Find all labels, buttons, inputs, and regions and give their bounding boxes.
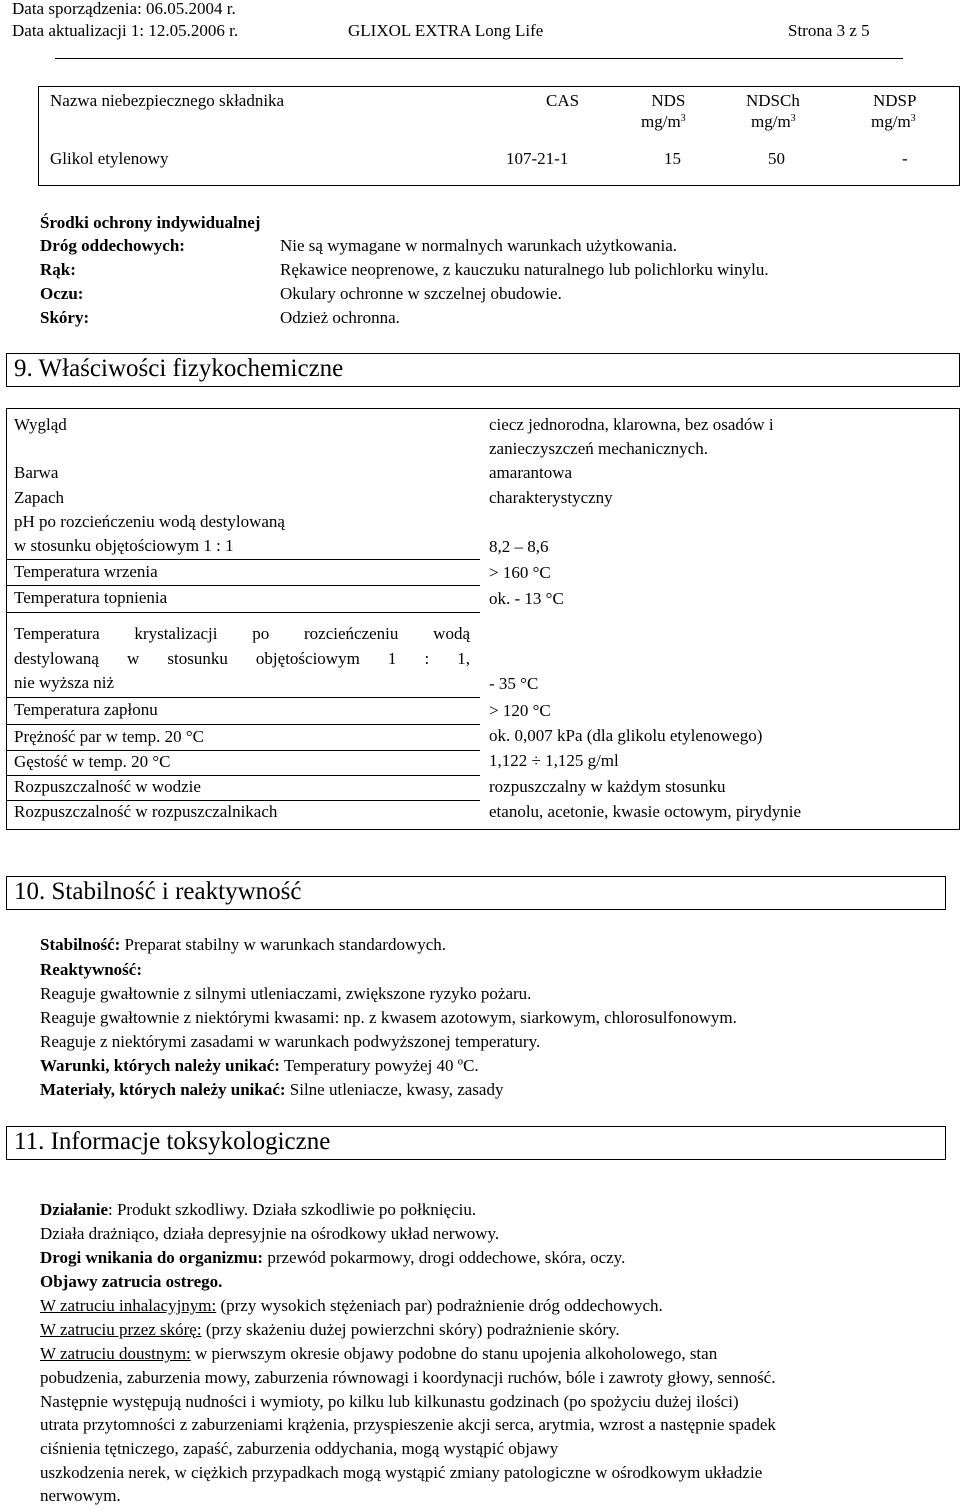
hazard-col-cas: CAS bbox=[546, 91, 580, 110]
prop-ph-label: pH po rozcieńczeniu wodą destylowaną bbox=[14, 512, 285, 531]
prop-density-label: Gęstość w temp. 20 °C bbox=[14, 752, 171, 771]
hazard-col-nds-label: NDS bbox=[651, 91, 686, 110]
prop-odor-label: Zapach bbox=[14, 488, 65, 507]
reactivity-line: Reaguje gwałtownie z niektórymi kwasami: np. z kwasem azotowym, siarkowym, chlorosulfonowym. bbox=[40, 1008, 737, 1027]
header-created-date: Data sporządzenia: 06.05.2004 r. bbox=[12, 0, 236, 18]
ppe-value-eyes: Okulary ochronne w szczelnej obudowie. bbox=[280, 284, 562, 303]
tox-action bbox=[40, 1200, 476, 1220]
prop-crystallization-label-end: nie wyższa niż bbox=[14, 673, 115, 692]
materials-to-avoid bbox=[40, 1080, 503, 1100]
prop-density-value: 1,122 ÷ 1,125 g/ml bbox=[489, 751, 619, 770]
prop-water-solubility-label: Rozpuszczalność w wodzie bbox=[14, 777, 201, 796]
prop-vapor-label: Prężność par w temp. 20 °C bbox=[14, 727, 204, 746]
tox-oral-value: w pierwszym okresie objawy podobne do stanu upojenia alkoholowego, stan bbox=[190, 1344, 718, 1363]
hazard-col-ndsp-label: NDSP bbox=[873, 91, 917, 110]
section10-title: 10. Stabilność i reaktywność bbox=[14, 878, 302, 905]
header-page-number: Strona 3 z 5 bbox=[788, 21, 870, 40]
stability-value: Preparat stabilny w warunkach standardowych. bbox=[120, 935, 447, 954]
tox-oral-line: pobudzenia, zaburzenia mowy, zaburzenia równowagi i koordynacji ruchów, bóle i zawroty głowy, senność. bbox=[40, 1368, 776, 1387]
prop-melting-label: Temperatura topnienia bbox=[14, 588, 168, 607]
prop-solvent-solubility-label: Rozpuszczalność w rozpuszczalnikach bbox=[14, 802, 278, 821]
prop-odor-value: charakterystyczny bbox=[489, 488, 613, 507]
prop-vapor-value: ok. 0,007 kPa (dla glikolu etylenowego) bbox=[489, 726, 763, 745]
hazard-col-nds-unit: $mg/m^3$ bbox=[641, 111, 686, 131]
hazard-row-name: Glikol etylenowy bbox=[50, 149, 169, 168]
prop-boiling-label: Temperatura wrzenia bbox=[14, 562, 158, 581]
prop-ph-label-cont: w stosunku objętościowym 1 : 1 bbox=[14, 536, 234, 555]
prop-divider bbox=[6, 724, 480, 725]
tox-line: Działa drażniąco, działa depresyjnie na ośrodkowy układ nerwowy. bbox=[40, 1224, 500, 1243]
hazard-col-ndsch bbox=[746, 91, 800, 130]
prop-divider bbox=[6, 697, 480, 698]
hazard-col-ndsp bbox=[871, 91, 916, 130]
header-updated-date: Data aktualizacji 1: 12.05.2006 r. bbox=[12, 21, 239, 40]
tox-oral-line: utrata przytomności z zaburzeniami krążenia, przyspieszenie akcji serca, arytmia, wzrost a następnie spadek bbox=[40, 1415, 776, 1434]
tox-inhalation-value: (przy wysokich stężeniach par) podrażnienie dróg oddechowych. bbox=[216, 1296, 663, 1315]
hazard-row-ndsp: - bbox=[902, 149, 908, 168]
tox-inhalation-label: W zatruciu inhalacyjnym: bbox=[40, 1296, 217, 1315]
ppe-title: Środki ochrony indywidualnej bbox=[40, 213, 261, 232]
prop-crystallization-label-cont: destylowaną w stosunku objętościowym 1 : 1, bbox=[14, 649, 470, 668]
tox-action-label: Działanie bbox=[40, 1200, 108, 1219]
section9-title: 9. Właściwości fizykochemiczne bbox=[14, 355, 344, 382]
section11-title: 11. Informacje toksykologiczne bbox=[14, 1128, 331, 1155]
tox-oral-line: Następnie występują nudności i wymioty, po kilku lub kilkunastu godzinach (po spożyciu dużej ilości) bbox=[40, 1392, 739, 1411]
prop-appearance-label: Wygląd bbox=[14, 415, 67, 434]
prop-divider bbox=[6, 585, 480, 586]
prop-flash-value: > 120 °C bbox=[489, 701, 551, 720]
prop-divider bbox=[6, 612, 480, 613]
tox-routes-value: przewód pokarmowy, drogi oddechowe, skóra, oczy. bbox=[263, 1248, 626, 1267]
hazard-row-nds: 15 bbox=[664, 149, 681, 168]
header-rule bbox=[55, 58, 903, 59]
hazard-col-ndsch-unit: $mg/m^3$ bbox=[751, 111, 796, 131]
prop-divider bbox=[6, 800, 480, 801]
materials-to-avoid-label: Materiały, których należy unikać: bbox=[40, 1080, 286, 1099]
tox-action-value: : Produkt szkodliwy. Działa szkodliwie po połknięciu. bbox=[108, 1200, 477, 1219]
prop-crystallization-value: - 35 °C bbox=[489, 674, 539, 693]
reactivity-label: Reaktywność: bbox=[40, 960, 142, 979]
prop-color-label: Barwa bbox=[14, 463, 59, 482]
prop-divider bbox=[6, 775, 480, 776]
ppe-value-hands: Rękawice neoprenowe, z kauczuku naturalnego lub polichlorku winylu. bbox=[280, 260, 769, 279]
tox-skin bbox=[40, 1320, 620, 1340]
materials-to-avoid-value: Silne utleniacze, kwasy, zasady bbox=[285, 1080, 504, 1099]
tox-oral bbox=[40, 1344, 717, 1364]
conditions-to-avoid-label: Warunki, których należy unikać: bbox=[40, 1056, 280, 1075]
reactivity-line: Reaguje gwałtownie z silnymi utleniaczami, zwiększone ryzyko pożaru. bbox=[40, 984, 532, 1003]
tox-skin-value: (przy skażeniu dużej powierzchni skóry) podrażnienie skóry. bbox=[201, 1320, 620, 1339]
prop-water-solubility-value: rozpuszczalny w każdym stosunku bbox=[489, 777, 726, 796]
prop-color-value: amarantowa bbox=[489, 463, 573, 482]
hazard-col-ndsch-label: NDSCh bbox=[746, 91, 800, 110]
tox-oral-line: ciśnienia tętniczego, zapaść, zaburzenia oddychania, mogą wystąpić objawy bbox=[40, 1439, 559, 1458]
ppe-label-hands: Rąk: bbox=[40, 260, 76, 279]
stability-line bbox=[40, 935, 446, 955]
reactivity-line: Reaguje z niektórymi zasadami w warunkach podwyższonej temperatury. bbox=[40, 1032, 541, 1051]
tox-routes-label: Drogi wnikania do organizmu: bbox=[40, 1248, 264, 1267]
tox-oral-label: W zatruciu doustnym: bbox=[40, 1344, 191, 1363]
stability-label: Stabilność: bbox=[40, 935, 121, 954]
prop-appearance-value-cont: zanieczyszczeń mechanicznych. bbox=[489, 439, 708, 458]
prop-divider bbox=[6, 559, 480, 560]
tox-oral-line: uszkodzenia nerek, w ciężkich przypadkach mogą wystąpić zmiany patologiczne w ośrodkowym układzie bbox=[40, 1463, 763, 1482]
prop-ph-value: 8,2 – 8,6 bbox=[489, 537, 549, 556]
conditions-to-avoid bbox=[40, 1056, 479, 1076]
tox-routes bbox=[40, 1248, 625, 1268]
tox-acute-heading: Objawy zatrucia ostrego. bbox=[40, 1272, 223, 1291]
prop-melting-value: ok. - 13 °C bbox=[489, 589, 564, 608]
ppe-label-eyes: Oczu: bbox=[40, 284, 84, 303]
ppe-label-respiratory: Dróg oddechowych: bbox=[40, 236, 185, 255]
ppe-value-respiratory: Nie są wymagane w normalnych warunkach użytkowania. bbox=[280, 236, 678, 255]
ppe-label-skin: Skóry: bbox=[40, 308, 90, 327]
prop-divider bbox=[6, 750, 480, 751]
tox-oral-line: nerwowym. bbox=[40, 1486, 121, 1505]
tox-skin-label: W zatruciu przez skórę: bbox=[40, 1320, 202, 1339]
prop-crystallization-label: Temperatura krystalizacji po rozcieńczeniu wodą bbox=[14, 624, 470, 643]
prop-appearance-value: ciecz jednorodna, klarowna, bez osadów i bbox=[489, 415, 774, 434]
prop-flash-label: Temperatura zapłonu bbox=[14, 700, 158, 719]
conditions-to-avoid-value: Temperatury powyżej 40 ºC. bbox=[279, 1056, 479, 1075]
hazard-col-nds bbox=[641, 91, 691, 131]
header-product-name: GLIXOL EXTRA Long Life bbox=[348, 21, 544, 40]
tox-inhalation bbox=[40, 1296, 663, 1316]
hazard-row-cas: 107-21-1 bbox=[506, 149, 569, 168]
hazard-col-ndsp-unit: $mg/m^3$ bbox=[871, 111, 916, 131]
hazard-row-ndsch: 50 bbox=[768, 149, 785, 168]
prop-solvent-solubility-value: etanolu, acetonie, kwasie octowym, pirydynie bbox=[489, 802, 802, 821]
hazard-col-name: Nazwa niebezpiecznego składnika bbox=[50, 91, 285, 110]
ppe-value-skin: Odzież ochronna. bbox=[280, 308, 400, 327]
prop-boiling-value: > 160 °C bbox=[489, 563, 551, 582]
